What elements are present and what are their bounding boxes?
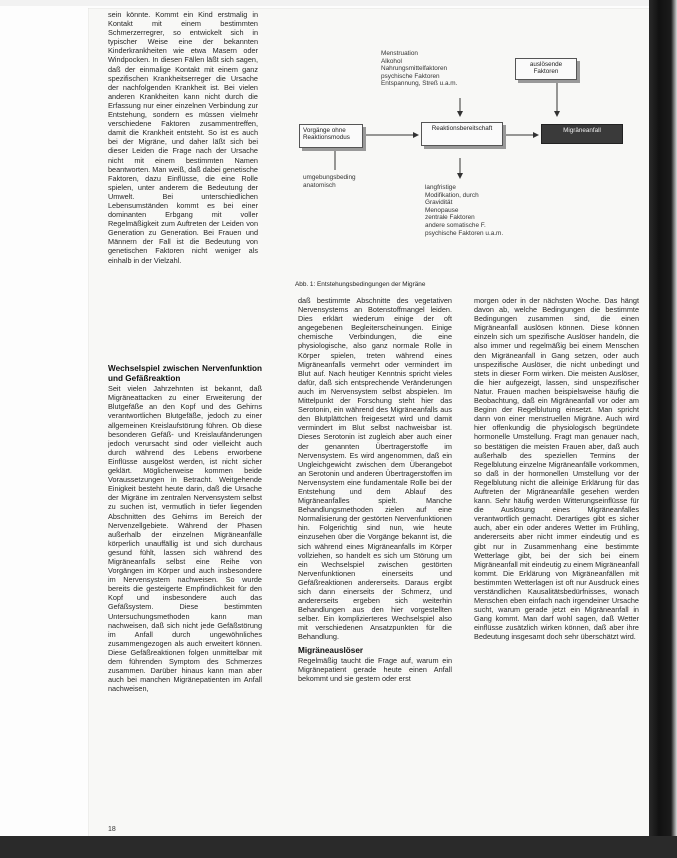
bottom-factor: Gravidität	[425, 199, 453, 207]
section-heading-nervenfunktion: Wechselspiel zwischen Nervenfunktion und Gefäßreaktion	[108, 364, 262, 383]
figure-caption: Abb. 1: Entstehungsbedingungen der Migräne	[295, 281, 426, 288]
top-factor: Menstruation	[381, 50, 418, 57]
top-factors-list	[381, 50, 457, 88]
column-1-section	[108, 360, 262, 820]
bottom-factor: andere somatische F.	[425, 221, 486, 229]
column-2-text	[298, 296, 452, 826]
bottom-factor: Menopause	[425, 206, 459, 214]
page-number: 18	[108, 826, 116, 833]
top-factor: Entspannung, Streß u.a.m.	[381, 80, 458, 88]
top-factor: psychische Faktoren	[381, 72, 440, 80]
bottom-factor: zentrale Faktoren	[425, 214, 475, 222]
section-heading-migraeneausloeser: Migräneauslöser	[298, 645, 364, 655]
paragraph-col1b: Seit vielen Jahrzehnten ist bekannt, daß Migräneattacken zu einer Erweiterung der Blutgefäße an den Kopf und des Gehirns verantwortlichen Blutgefäße, jedoch zu einer allgemeinen Kreislaufstörung führen. Ob diese besonderen Gefäß- und Kreislaufänderungen jedoch verursacht sind oder vielleicht auch durch während des Lebens erworbene Einflüsse ausgelöst werden, ist nicht sicher geklärt. Möglicherweise kommen beide Voraussetzungen in Betracht. Weitgehende Einigkeit besteht heute darin, daß die Ursache der Migräne im zentralen Nervensystem selbst zu suchen ist, vermutlich in tiefer liegenden Abschnitten des Gehirns im Bereich der Nervenzellgebiete. Während der Phasen außerhalb der einzelnen Migräneanfälle körperlich unauffällig ist und sich durchaus gesund fühlt, lassen sich während des Migräneanfalls selbst eine Reihe von Vorgängen im Körper und auch insbesondere im Nervensystem nachweisen. So wurde bereits die gesteigerte Empfindlichkeit für den Kopf und insbesondere auch das Gefäßsystem. Diese bestimmten Untersuchungsmethoden kann man nachweisen, daß sich nicht jede Gefäßstörung im Anfall durch ungewöhnliches zusammengezogen als auch erweitert können. Diese Gefäßreaktionen folgen unmittelbar mit dem führenden Symptom des Schmerzes zusammen. Darüber hinaus kann man aber auch bei manchen Migränepatienten im Anfall nachweisen,	[108, 384, 262, 694]
diagram-figure	[295, 38, 640, 278]
reaction-readiness-box: Reaktionsbereitschaft	[421, 122, 503, 146]
diagram-arrows	[295, 38, 640, 278]
left-label: anatomisch	[303, 181, 336, 189]
top-factor: Nahrungsmittelfaktoren	[381, 65, 448, 73]
migraine-attack-box: Migräneanfall	[541, 124, 623, 144]
bottom-factor: langfristige	[425, 184, 456, 191]
document-page	[88, 8, 650, 838]
bottom-factor: Modifikation, durch	[425, 191, 479, 199]
trigger-factors-box: auslösende Faktoren	[515, 58, 577, 80]
bottom-factors-list	[425, 184, 503, 237]
vascular-box: Vorgänge ohne Reaktionsmodus	[299, 124, 363, 148]
paragraph-col3: morgen oder in der nächsten Woche. Das hängt davon ab, welche Bedingungen die bestimmte Bedingungen zusammen sind, die einen Migräneanfall auslösen können. Diese können einzeln sich um spezifische Auslöser handeln, die also immer und regelmäßig bei einem Menschen den Migräneanfall in Gang setzen, oder auch unspezifische Auslöser, die nicht unbedingt und stets in dieser Form wirken. Die meisten Auslöser, die hier aufgezeigt, lassen, sind unspezifischer Natur. Frauen machen beispielsweise häufig die Beobachtung, daß ein Migräneanfall vor oder am Beginn der Regelblutung einsetzt. Man spricht dann von einer menstruellen Migräne. Auch wird hier offenkundig die physiologisch begründete hormonelle Umstellung. Fragt man genauer nach, so bestätigen die meisten Frauen aber, daß auch außerhalb des speziellen Termins der Regelblutung einzelne Migräneanfälle vorkommen, so daß in der hormonellen Umstellung vor der Regelblutung nicht die alleinige Erklärung für das Auftreten der Migräneanfälle gesehen werden kann. Sehr häufig werden Witterungseinflüsse für die Auslösung eines Migräneanfalles verantwortlich gemacht. Derartiges gibt es sicher auch, aber ein oder anderes Wetter im Frühling, andererseits aber nicht immer eindeutig und es gibt nur in Zusammenhang eine bestimmte Wetterlage gibt, bei der sich bei einem Migräneanfall mit eindeutig zu einem Migräneanfall kommt. Die Erklärung von Migräneanfällen mit bestimmten Wetterlagen ist oft nur Ausdruck eines verständlichen Kausalitätsbedürfnisses, wonach Menschen eben einfach nach irgendeiner Ursache sucht, warum gerade jetzt ein Migräneanfall in Gang kommt. Man darf wohl sagen, daß Wetter einflüsse zusätzlich wirken können, daß aber ihre Bedeutung insgesamt doch sehr überschätzt wird.	[474, 296, 639, 642]
left-labels	[303, 174, 356, 189]
column-1-text	[108, 10, 258, 363]
bottom-factor: psychische Faktoren u.a.m.	[425, 229, 504, 237]
scan-bottom-edge	[0, 836, 677, 858]
scan-top-edge	[0, 0, 677, 6]
scan-binding-shadow	[649, 0, 677, 858]
paragraph-col1: sein könnte. Kommt ein Kind erstmalig in Kontakt mit einem bestimmten Schmerzerregrer, so entwickelt sich in typischer Weise eine der bekannten Kinderkrankheiten wie etwa Masern oder Windpocken. In diesen Fällen läßt sich sagen, daß der einmalige Kontakt mit einem ganz spezifischen Krankheitserreger die Ursache der nachfolgenden Krankheit ist. Bei vielen anderen Krankheiten kann nicht durch die Erfassung nur einer einzelnen Verbindung zur Entstehung, sondern es müssen vielmehr verschiedene Faktoren zusammentreffen, damit die Krankheit entsteht. So ist es auch bei der Migräne, und daher läßt sich bei dieser Leiden die Frage nach der Ursache nicht mit einem bestimmten Namen beantworten. Man weiß, daß dabei genetische Faktoren, dazu Einflüsse, die eine Rolle spielen, unter anderem die Bedeutung der Umwelt. Bei unterschiedlichen Lebensumständen kommt es bei einer dominanten Erbgang mit voller Regelmäßigkeit zum Auftreten der Leiden von Generation zu Generation. Bei Frauen und Männern der Fall ist die Bedeutung von genetischen Faktoren nicht weniger als einhalb in der Vielzahl.	[108, 10, 258, 265]
column-3-text	[474, 296, 639, 826]
paragraph-col2: daß bestimmte Abschnitte des vegetativen Nervensystems an Botenstoffmangel leiden. Dies erklärt wiederum einige der oft angegebenen Begleiterscheinungen. Einige chemische Verbindungen, die eine physiologische, also ganz normale Rolle in Körper spielen, treten während eines Migräneanfalls vermehrt oder vermindert im Blut auf. Nach heutiger Kenntnis spricht vieles dafür, daß sich entsprechende Veränderungen auch im Nervensystem selbst abspielen. Im Mittelpunkt der Forschung steht hier das Serotonin, ein während des Migräneanfalls aus den Blutplättchen freigesetzt wird und damit vermindert im Blut selbst nachweisbar ist. Dieses Serotonin ist zugleich aber auch einer der genannten Übertragerstoffe im Nervensystem. Es wird angenommen, daß ein Ungleichgewicht zwischen dem Überangebot an Serotonin und anderen Übertragerstoffen im Nervensystem eine fundamentale Rolle bei der Entstehung und dem Ablauf des Migräneanfalles spielt. Manche Behandlungsmethoden zielen auf eine Normalisierung der gestörten Nervenfunktionen hin. Folgerichtig sind nun, wie heute einzusehen über die Vorgänge bekannt ist, die sich während eines Migräneanfalls im Körper vollziehen, so handelt es sich um Störung um ein Wechselspiel zwischen gestörten Nervenfunktionen einerseits und Gefäßreaktionen andererseits. Daraus ergibt sich dann einerseits der Schmerz, und andererseits ergeben sich weiterhin Behandlungen aus den hier vorgestellten selber. Ein komplizierteres Wechselspiel also mit verschiedenen Ansatzpunkten für die Behandlung.	[298, 296, 452, 642]
paragraph-col2b: Regelmäßig taucht die Frage auf, warum ein Migränepatient gerade heute einen Anfall bekommt und sie gestern oder erst	[298, 656, 452, 684]
left-label: umgebungsbeding	[303, 174, 356, 181]
top-factor: Alkohol	[381, 57, 402, 65]
